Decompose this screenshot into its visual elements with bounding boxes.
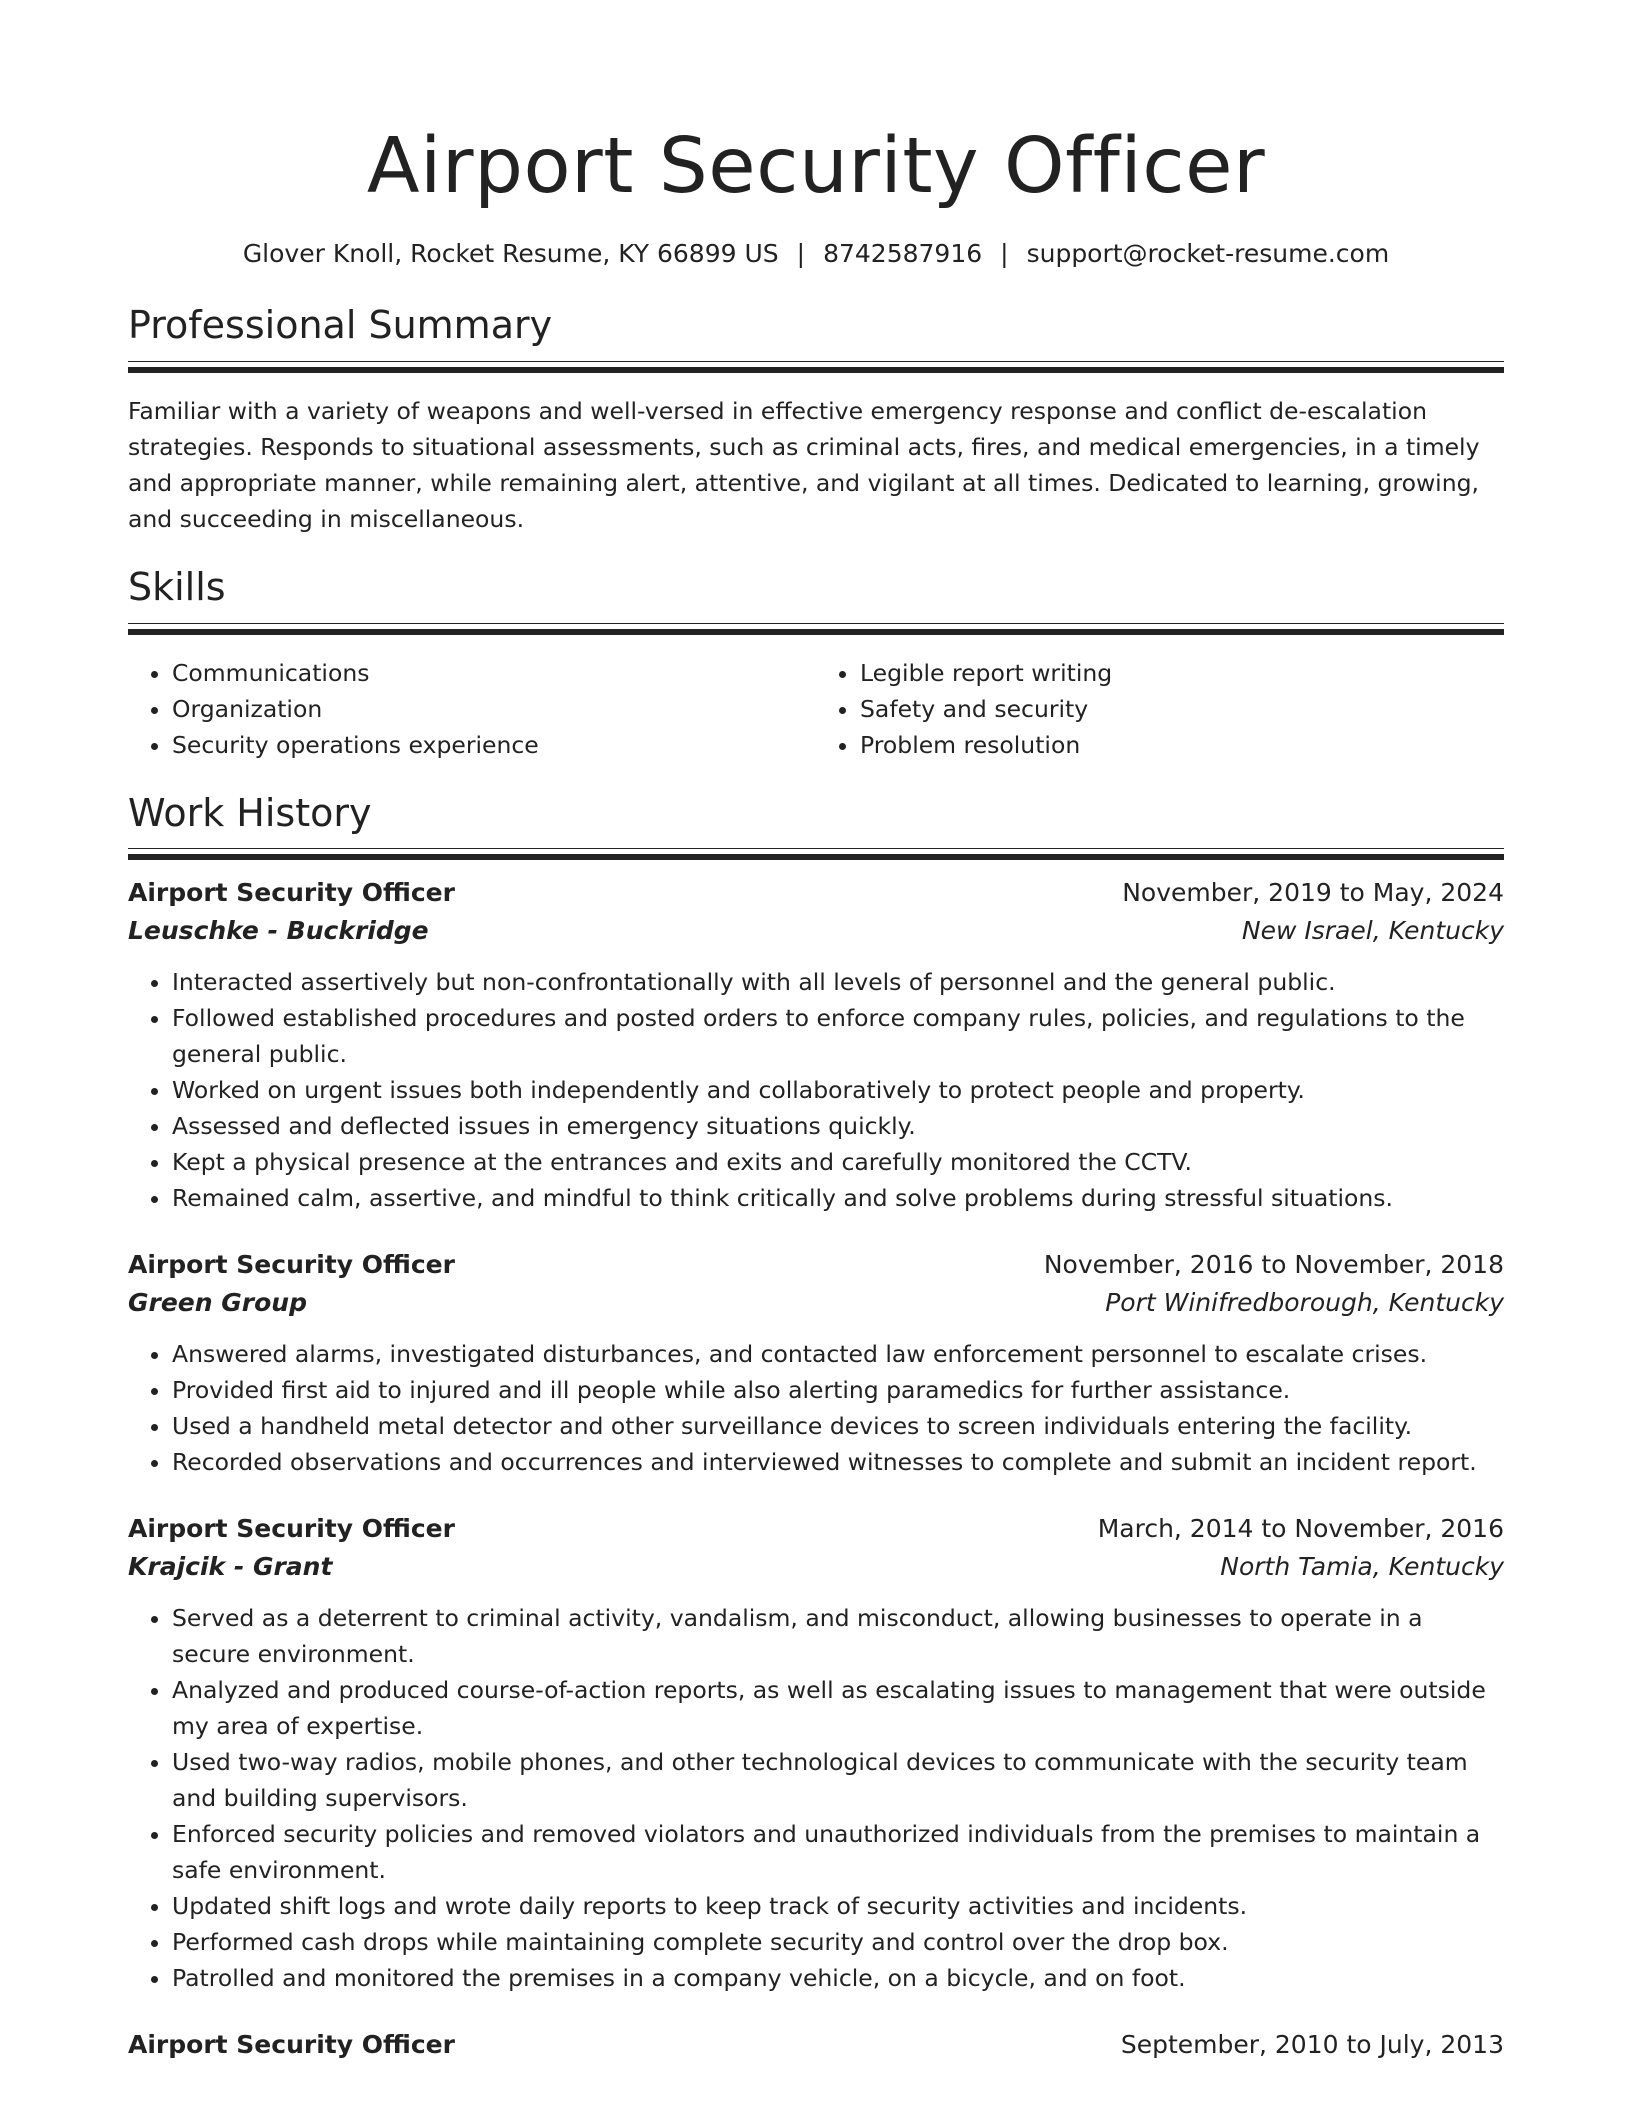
summary-title: Professional Summary <box>128 303 553 347</box>
job-entry <box>128 1246 1504 1480</box>
work-section <box>128 790 1504 2065</box>
job-subheader <box>128 1284 1504 1322</box>
skill-item: • Security operations experience <box>172 727 816 763</box>
job-title: Airport Security Officer <box>128 1514 455 1544</box>
skills-title: Skills <box>128 564 226 609</box>
resume-page <box>128 118 1504 2094</box>
job-company: Krajcik - Grant <box>128 1552 333 1582</box>
job-location: Port Winifredborough, Kentucky <box>1105 1288 1504 1318</box>
job-bullets <box>128 1600 1504 1996</box>
job-location: North Tamia, Kentucky <box>1220 1552 1504 1582</box>
job-bullet: • Interacted assertively but non-confrontationally with all levels of personnel and the general public. <box>172 964 1504 1000</box>
job-bullet: • Provided first aid to injured and ill people while also alerting paramedics for further assistance. <box>172 1372 1504 1408</box>
job-bullets <box>128 964 1504 1216</box>
job-bullet: • Performed cash drops while maintaining complete security and control over the drop box. <box>172 1924 1504 1960</box>
job-company: Leuschke - Buckridge <box>128 916 429 946</box>
job-title: Airport Security Officer <box>128 2030 455 2060</box>
job-location: New Israel, Kentucky <box>1241 916 1504 946</box>
contact-email: support@rocket-resume.com <box>1026 239 1390 268</box>
job-dates: March, 2014 to November, 2016 <box>1097 1514 1504 1544</box>
skills-list <box>128 655 1504 763</box>
job-bullet: • Worked on urgent issues both independently and collaboratively to protect people and property. <box>172 1072 1504 1108</box>
job-bullet: • Remained calm, assertive, and mindful to think critically and solve problems during stressful situations. <box>172 1180 1504 1216</box>
job-bullet: • Kept a physical presence at the entrances and exits and carefully monitored the CCTV. <box>172 1144 1504 1180</box>
job-bullet: • Updated shift logs and wrote daily reports to keep track of security activities and incidents. <box>172 1888 1504 1924</box>
job-bullet: • Recorded observations and occurrences and interviewed witnesses to complete and submit an incident report. <box>172 1444 1504 1480</box>
job-subheader <box>128 1548 1504 1586</box>
job-dates: November, 2019 to May, 2024 <box>1122 878 1504 908</box>
resume-name: Airport Security Officer <box>366 122 1266 211</box>
skill-item: • Problem resolution <box>860 727 1504 763</box>
job-subheader <box>128 912 1504 950</box>
job-bullet: • Patrolled and monitored the premises in a company vehicle, on a bicycle, and on foot. <box>172 1960 1504 1996</box>
summary-text: Familiar with a variety of weapons and well-versed in effective emergency response and conflict de-escalation strategies. Responds to situational assessments, such as criminal acts, fires, and medical emergencies, in a timely and appropriate manner, while remaining alert, attentive, and vigilant at all times. Dedicated to learning, growing, and succeeding in miscellaneous. <box>128 396 1480 533</box>
job-title: Airport Security Officer <box>128 1250 455 1280</box>
contact-line <box>128 239 1504 269</box>
skills-column-left <box>128 655 816 763</box>
job-entry <box>128 2026 1504 2064</box>
job-bullets <box>128 1336 1504 1480</box>
job-dates: September, 2010 to July, 2013 <box>1120 2030 1504 2060</box>
job-header <box>128 874 1504 912</box>
contact-phone: 8742587916 <box>823 239 983 268</box>
job-bullet: • Enforced security policies and removed violators and unauthorized individuals from the premises to maintain a safe environment. <box>172 1816 1504 1888</box>
section-divider <box>128 623 1504 635</box>
job-bullet: • Answered alarms, investigated disturbances, and contacted law enforcement personnel to escalate crises. <box>172 1336 1504 1372</box>
contact-address: Glover Knoll, Rocket Resume, KY 66899 US <box>242 239 779 268</box>
job-bullet: • Used two-way radios, mobile phones, and other technological devices to communicate with the security team and building supervisors. <box>172 1744 1504 1816</box>
section-divider <box>128 361 1504 373</box>
contact-separator: | <box>796 239 806 268</box>
job-company: Green Group <box>128 1288 307 1318</box>
job-header <box>128 1510 1504 1548</box>
skill-item: • Legible report writing <box>860 655 1504 691</box>
skill-item: • Organization <box>172 691 816 727</box>
section-divider <box>128 848 1504 860</box>
job-entry <box>128 874 1504 1216</box>
work-title: Work History <box>128 790 372 835</box>
contact-separator: | <box>1000 239 1009 268</box>
job-title: Airport Security Officer <box>128 878 455 908</box>
job-bullet: • Used a handheld metal detector and other surveillance devices to screen individuals entering the facility. <box>172 1408 1504 1444</box>
job-bullet: • Assessed and deflected issues in emergency situations quickly. <box>172 1108 1504 1144</box>
job-header <box>128 2026 1504 2064</box>
summary-section <box>128 305 1504 537</box>
job-bullet: • Served as a deterrent to criminal activity, vandalism, and misconduct, allowing businesses to operate in a secure environment. <box>172 1600 1504 1672</box>
skill-item: • Communications <box>172 655 816 691</box>
job-header <box>128 1246 1504 1284</box>
job-bullet: • Followed established procedures and posted orders to enforce company rules, policies, and regulations to the general public. <box>172 1000 1504 1072</box>
job-bullet: • Analyzed and produced course-of-action reports, as well as escalating issues to management that were outside my area of expertise. <box>172 1672 1504 1744</box>
job-dates: November, 2016 to November, 2018 <box>1043 1250 1504 1280</box>
skills-section <box>128 564 1504 763</box>
skill-item: • Safety and security <box>860 691 1504 727</box>
job-entry <box>128 1510 1504 1996</box>
skills-column-right <box>816 655 1504 763</box>
